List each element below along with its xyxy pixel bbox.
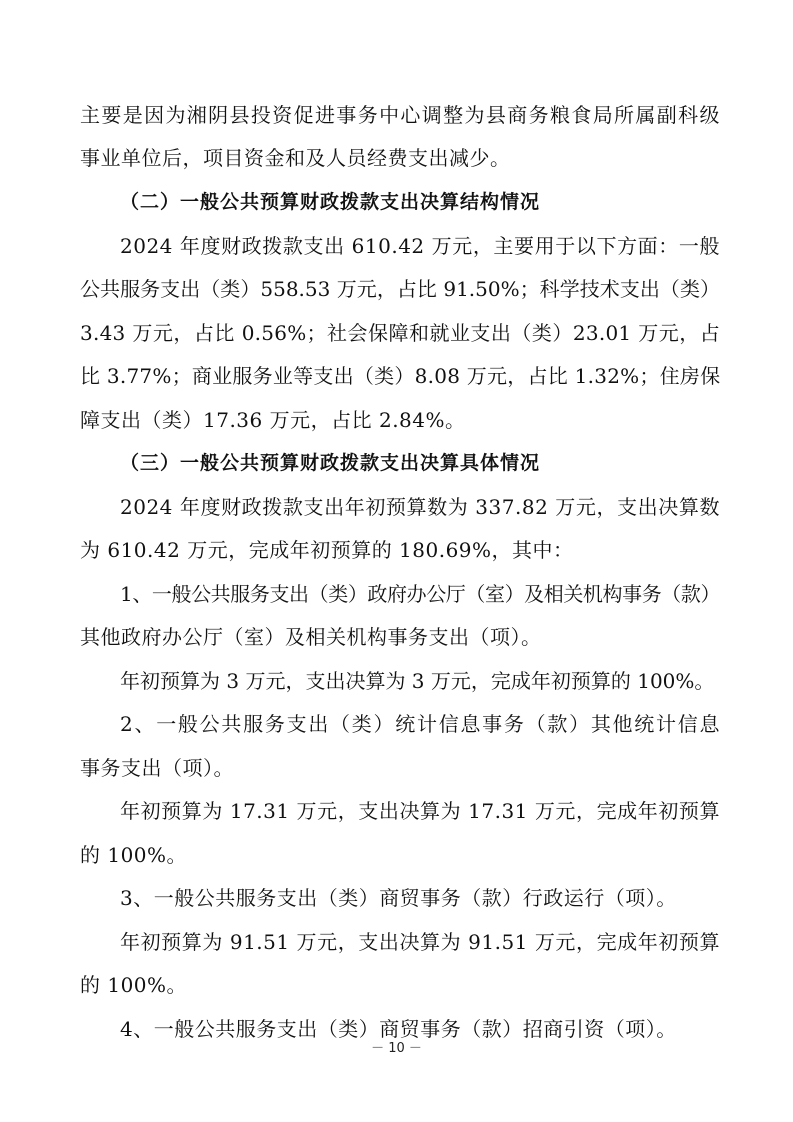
body-text-line: 事务支出（项）。	[80, 756, 234, 780]
body-text-line: 1、一般公共服务支出（类）政府办公厅（室）及相关机构事务（款）	[120, 582, 720, 606]
body-text-line: 主要是因为湘阴县投资促进事务中心调整为县商务粮食局所属副科级	[80, 103, 720, 127]
page-number: － 10 －	[371, 1041, 422, 1056]
body-text-line: 的 100%。	[80, 973, 188, 997]
body-text-line: 的 100%。	[80, 843, 188, 867]
body-text-line: 年初预算为 17.31 万元，支出决算为 17.31 万元，完成年初预算	[120, 799, 720, 823]
body-text-line: 3.43 万元，占比 0.56%；社会保障和就业支出（类）23.01 万元，占	[80, 321, 720, 345]
body-text-line: 为 610.42 万元，完成年初预算的 180.69%，其中：	[80, 538, 574, 562]
section-heading: （二）一般公共预算财政拨款支出决算结构情况	[120, 191, 541, 213]
section-heading: （三）一般公共预算财政拨款支出决算具体情况	[120, 452, 541, 474]
body-text-line: 比 3.77%；商业服务业等支出（类）8.08 万元，占比 1.32%；住房保	[80, 364, 721, 388]
body-text-line: 年初预算为 91.51 万元，支出决算为 91.51 万元，完成年初预算	[120, 930, 720, 954]
body-text-line: 障支出（类）17.36 万元，占比 2.84%。	[80, 408, 466, 432]
body-text-line: 4、一般公共服务支出（类）商贸事务（款）招商引资（项）。	[120, 1017, 677, 1041]
body-text-line: 年初预算为 3 万元，支出决算为 3 万元，完成年初预算的 100%。	[120, 669, 715, 693]
body-text-line: 公共服务支出（类）558.53 万元，占比 91.50%；科学技术支出（类）	[80, 277, 720, 301]
body-text-line: 2、一般公共服务支出（类）统计信息事务（款）其他统计信息	[120, 712, 720, 736]
body-text-line: 事业单位后，项目资金和及人员经费支出减少。	[80, 146, 511, 170]
body-text-line: 3、一般公共服务支出（类）商贸事务（款）行政运行（项）。	[120, 886, 677, 910]
body-text-line: 其他政府办公厅（室）及相关机构事务支出（项）。	[80, 625, 542, 649]
body-text-line: 2024 年度财政拨款支出 610.42 万元，主要用于以下方面：一般	[120, 234, 720, 258]
body-text-line: 2024 年度财政拨款支出年初预算数为 337.82 万元，支出决算数	[120, 495, 720, 519]
